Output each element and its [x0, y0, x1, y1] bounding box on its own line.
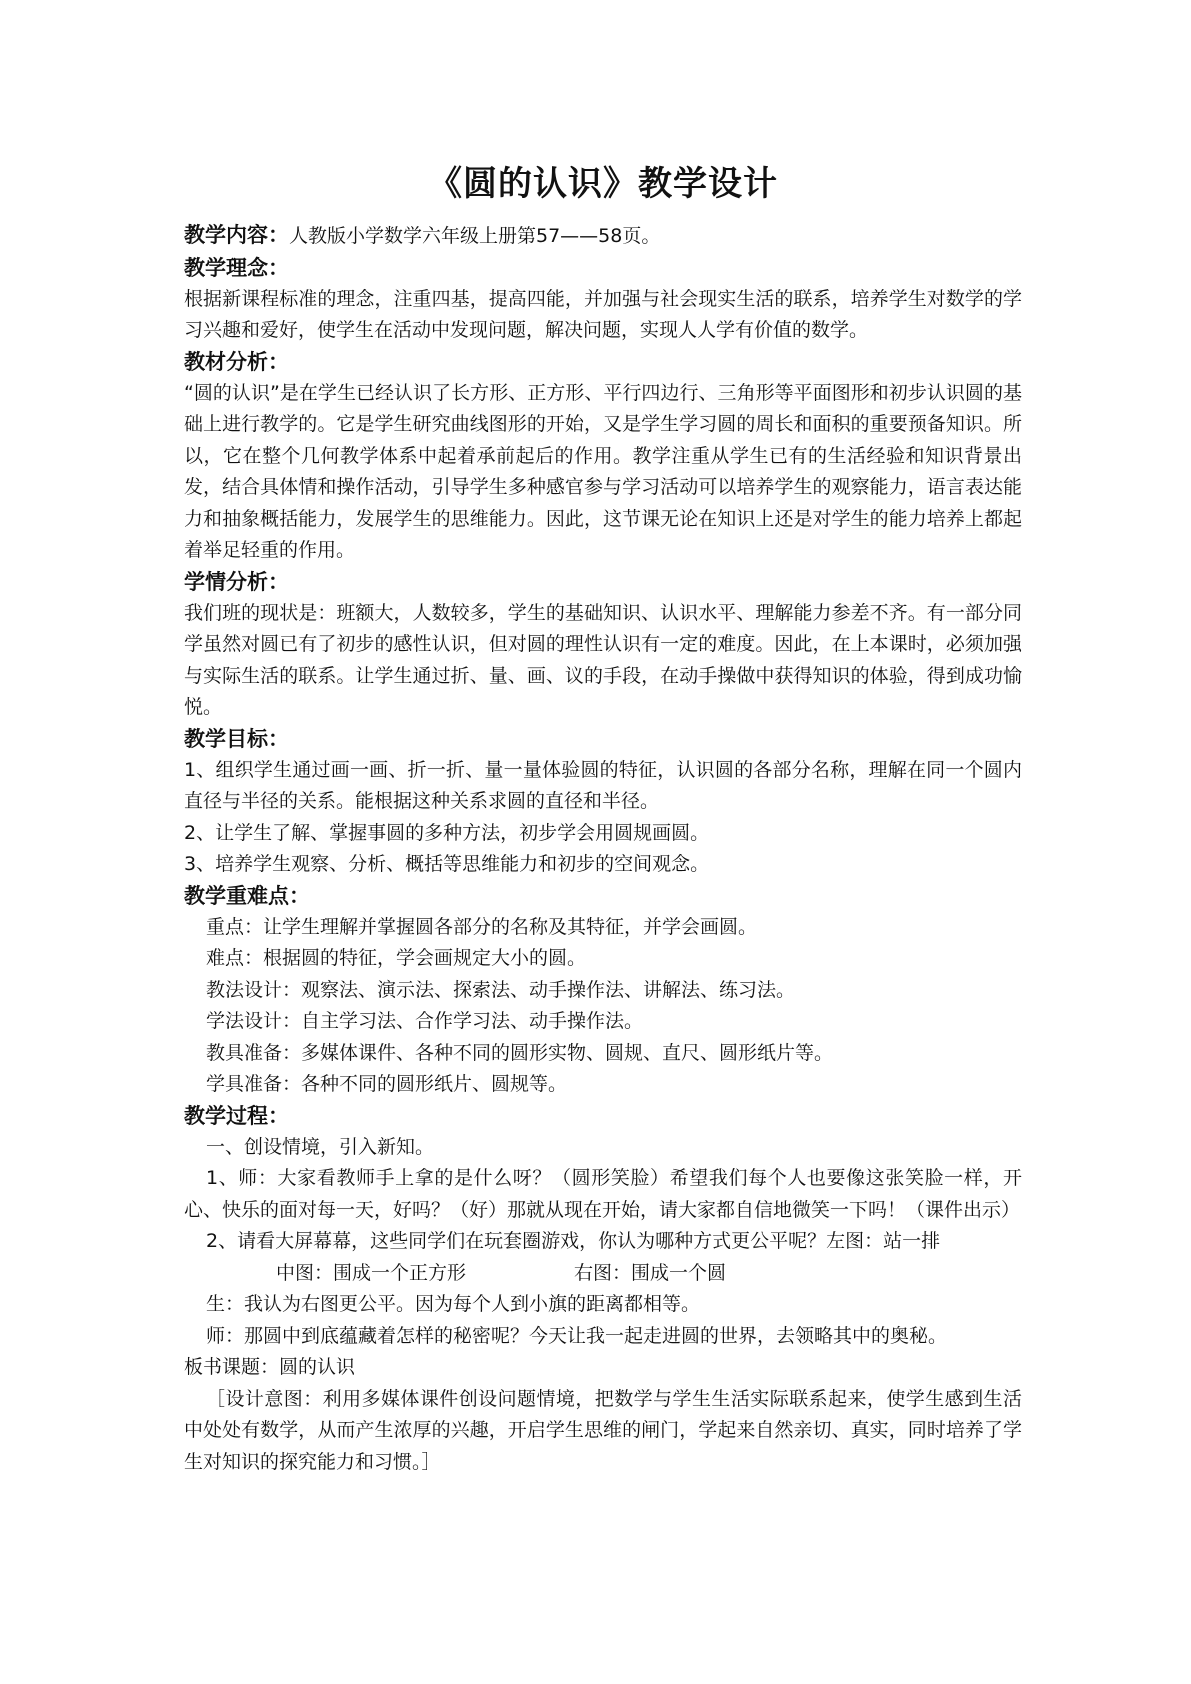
process-paragraph-2: 2、请看大屏幕幕，这些同学们在玩套圈游戏，你认为哪种方式更公平呢？左图：站一排 [206, 1230, 941, 1252]
keypoint-teaching-tools: 教具准备：多媒体课件、各种不同的圆形实物、圆规、直尺、圆形纸片等。 [206, 1041, 834, 1064]
keypoint-learning-method: 学法设计：自主学习法、合作学习法、动手操作法。 [206, 1010, 644, 1032]
goal-item-2: 2、让学生了解、掌握事圆的多种方法，初步学会用圆规画圆。 [184, 821, 710, 844]
philosophy-text: 根据新课程标准的理念，注重四基，提高四能，并加强与社会现实生活的联系，培养学生对数学的学习兴趣和爱好，使学生在活动中发现问题，解决问题，实现人人学有价值的数学。 [184, 287, 1022, 341]
figure-middle-caption: 中图：围成一个正方形 [276, 1261, 467, 1284]
keypoints-heading: 教学重难点： [184, 883, 310, 908]
process-paragraph-1: 1、师：大家看教师手上拿的是什么呀？（圆形笑脸）希望我们每个人也要像这张笑脸一样，开心、快乐的面对每一天，好吗？（好）那就从现在开始，请大家都自信地微笑一下吗！（课件出示） [184, 1167, 1022, 1221]
process-paragraph-5: 板书课题：圆的认识 [184, 1356, 356, 1378]
goal-item-3: 3、培养学生观察、分析、概括等思维能力和初步的空间观念。 [184, 853, 710, 875]
document-title: 《圆的认识》教学设计 [428, 164, 778, 204]
keypoint-difficulty: 难点：根据圆的特征，学会画规定大小的圆。 [206, 947, 587, 969]
keypoint-teaching-method: 教法设计：观察法、演示法、探索法、动手操作法、讲解法、练习法。 [206, 978, 796, 1001]
material-heading: 教材分析： [184, 349, 289, 374]
process-paragraph-3: 生：我认为右图更公平。因为每个人到小旗的距离都相等。 [206, 1293, 701, 1315]
figure-right-caption: 右图：围成一个圆 [574, 1261, 727, 1284]
goals-heading: 教学目标： [184, 726, 289, 751]
process-paragraph-4: 师：那圆中到底蕴藏着怎样的秘密呢？今天让我一起走进圆的世界，去领略其中的奥秘。 [206, 1324, 948, 1347]
process-design-intent: ［设计意图：利用多媒体课件创设问题情境，把数学与学生生活实际联系起来，使学生感到生活中处处有数学，从而产生浓厚的兴趣，开启学生思维的闸门，学起来自然亲切、真实，同时培养了学生对知识的探究能力和习惯。］ [184, 1387, 1022, 1473]
document-content [184, 162, 1022, 1478]
process-paragraph-2-figures [184, 1258, 1022, 1290]
students-heading: 学情分析： [184, 569, 289, 594]
keypoint-focus: 重点：让学生理解并掌握圆各部分的名称及其特征，并学会画圆。 [206, 915, 758, 938]
material-text: “圆的认识”是在学生已经认识了长方形、正方形、平行四边行、三角形等平面图形和初步认识圆的基础上进行教学的。它是学生研究曲线图形的开始，又是学生学习圆的周长和面积的重要预备知识。所以，它在整个几何教学体系中起着承前起后的作用。教学注重从学生已有的生活经验和知识背景出发，结合具体情和操作活动，引导学生多种感官参与学习活动可以培养学生的观察能力，语言表达能力和抽象概括能力，发展学生的思维能力。因此，这节课无论在知识上还是对学生的能力培养上都起着举足轻重的作用。 [184, 381, 1022, 561]
process-heading: 教学过程： [184, 1103, 289, 1128]
keypoint-learning-tools: 学具准备：各种不同的圆形纸片、圆规等。 [206, 1073, 568, 1095]
content-text: 人教版小学数学六年级上册第57——58页。 [289, 225, 661, 247]
content-line [184, 220, 1022, 253]
content-label: 教学内容： [184, 223, 289, 247]
philosophy-heading: 教学理念： [184, 255, 289, 280]
goal-item-1: 1、组织学生通过画一画、折一折、量一量体验圆的特征，认识圆的各部分名称，理解在同一个圆内直径与半径的关系。能根据这种关系求圆的直径和半径。 [184, 758, 1022, 812]
students-text: 我们班的现状是：班额大，人数较多，学生的基础知识、认识水平、理解能力参差不齐。有一部分同学虽然对圆已有了初步的感性认识，但对圆的理性认识有一定的难度。因此，在上本课时，必须加强与实际生活的联系。让学生通过折、量、画、议的手段，在动手操做中获得知识的体验，得到成功愉悦。 [184, 601, 1022, 718]
process-step-1: 一、创设情境，引入新知。 [206, 1135, 435, 1158]
